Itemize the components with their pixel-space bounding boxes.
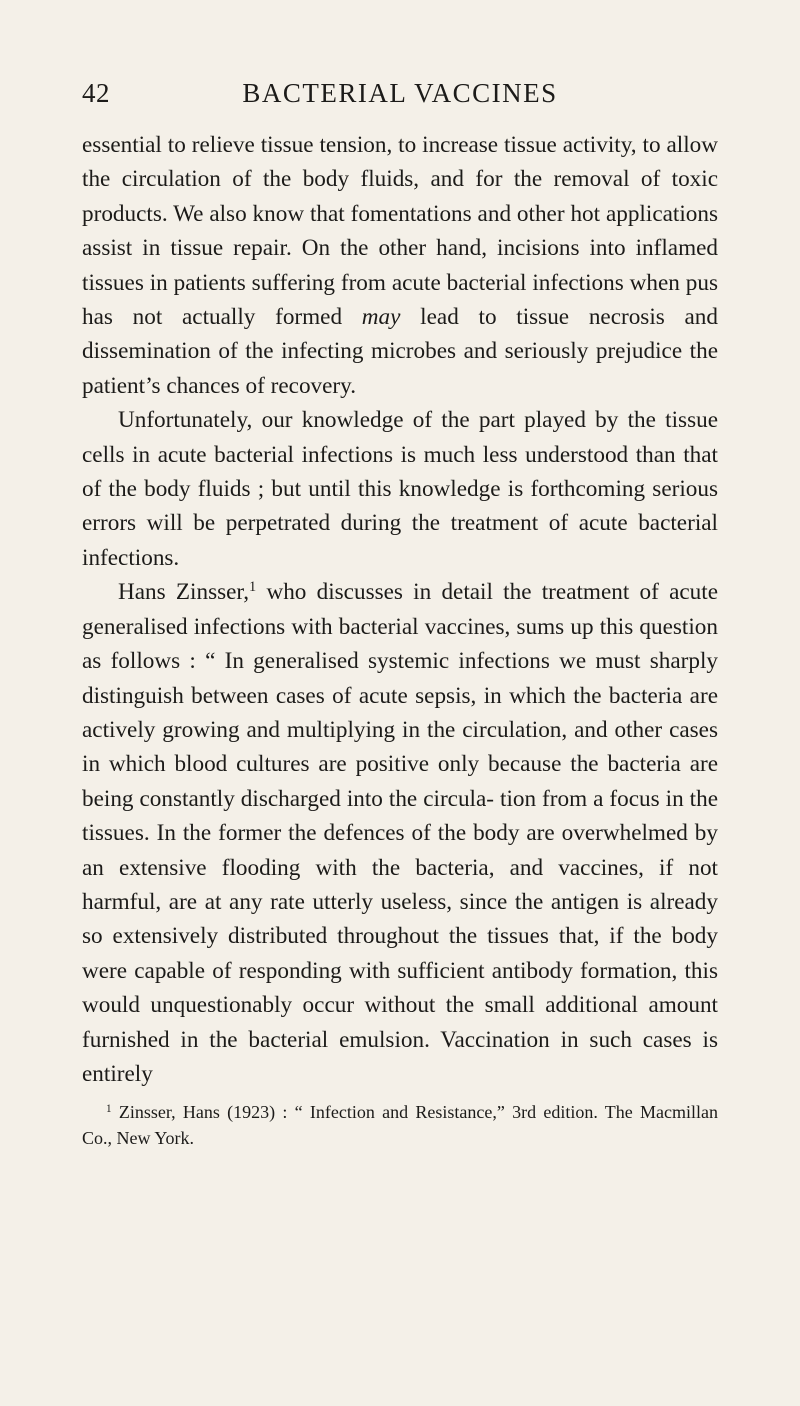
book-page: [82, 74, 718, 1151]
paragraph-1-text-b: lead to tissue necrosis and dissemination of the infecting microbes and seriously prejudice the patient’s chances of recovery.: [82, 304, 718, 399]
paragraph-2: Unfortunately, our knowledge of the part played by the tissue cells in acute bacterial infections is much less understood than that of the body fluids ; but until this knowledge is forthcoming serious errors will be perpetrated during the treatment of acute bacterial infections.: [82, 407, 718, 571]
running-title: BACTERIAL VACCINES: [242, 78, 558, 108]
paragraph-1-text-a: essential to relieve tissue tension, to increase tissue activity, to allow the circulation of the body fluids, and for the removal of toxic products. We also know that fomentations and other hot applications assist in tissue repair. On the other hand, incisions into inflamed tissues in patients suffering from acute bacterial infections when pus has not actually formed: [82, 132, 718, 331]
running-head: [82, 74, 718, 118]
footnote: [82, 1099, 718, 1151]
italic-word-may: may: [361, 304, 401, 331]
footnote-reference: 1: [249, 579, 257, 596]
paragraph-3-text-b: who discusses in detail the treatment of acute generalised infections with bacterial vaccines, sums up this question as follows : “ In generalised systemic infections we must sharply distinguish between cases of acute sepsis, in which the bacteria are actively growing and multiplying in the circulation, and other cases in which blood cultures are positive only because the bacteria are being constantly discharged into the circula- tion from a focus in the tissues. In the former the defences of the body are overwhelmed by an extensive flooding with the bacteria, and vaccines, if not harmful, are at any rate utterly useless, since the antigen is already so extensively distributed throughout the tissues that, if the body were capable of responding with sufficient antibody formation, this would unquestionably occur without the small additional amount furnished in the bacterial emulsion. Vaccination in such cases is entirely: [82, 579, 718, 1087]
paragraph-3-text-a: Hans Zinsser,: [118, 579, 250, 606]
footnote-text: Zinsser, Hans (1923) : “ Infection and Resistance,” 3rd edition. The Macmillan Co., New York.: [82, 1102, 718, 1149]
body-text: [82, 128, 718, 1091]
paragraph-1: [82, 128, 718, 403]
paragraph-3: [82, 575, 718, 1091]
footnote-marker: 1: [106, 1103, 112, 1116]
page-number: 42: [82, 78, 110, 108]
